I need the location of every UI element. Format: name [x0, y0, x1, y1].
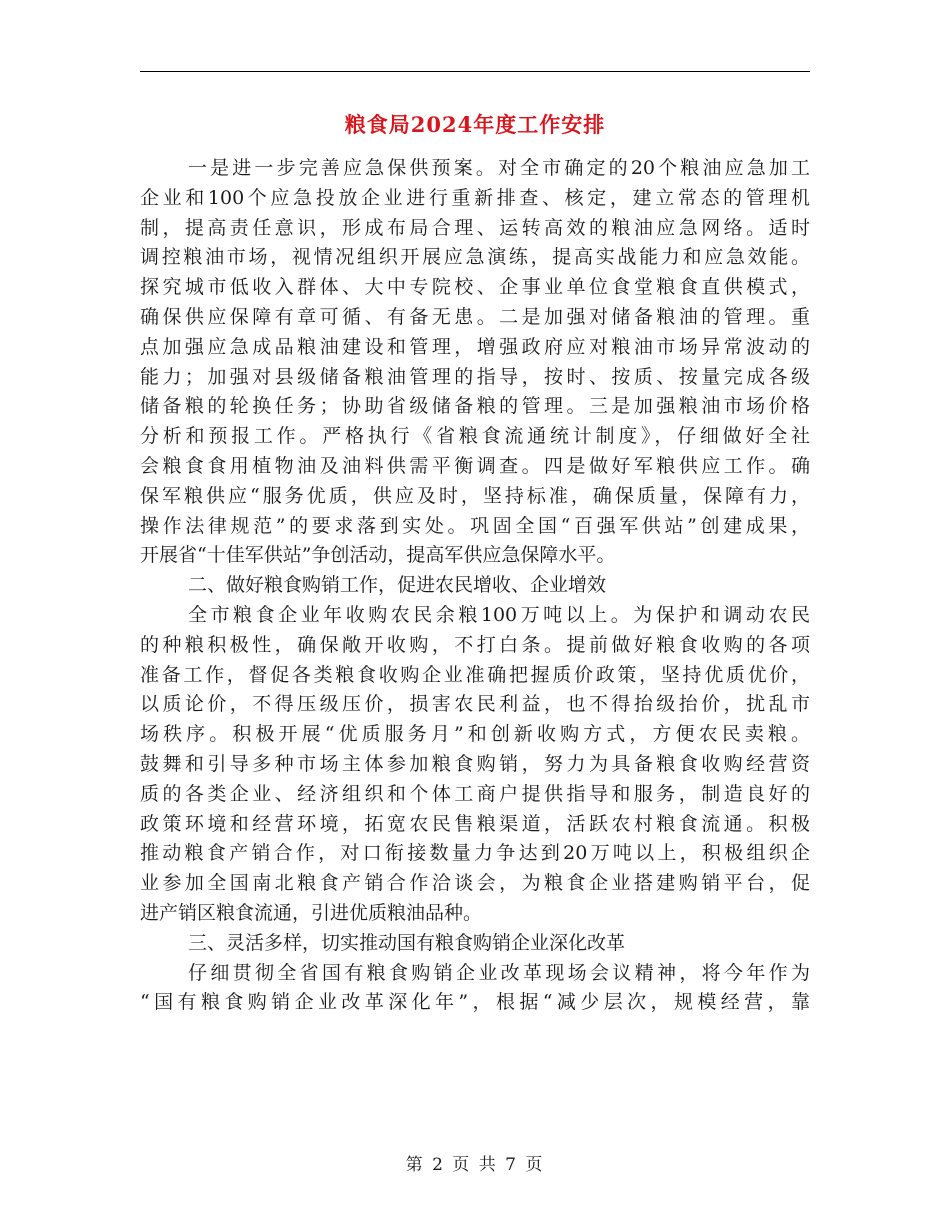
- text-line: 以质论价，不得压级压价，损害农民利益，也不得抬级抬价，扰乱市: [140, 693, 810, 716]
- text-line: 企业和100个应急投放企业进行重新排查、核定，建立常态的管理机: [140, 186, 810, 209]
- text-line: 点加强应急成品粮油建设和管理，增强政府应对粮油市场异常波动的: [140, 335, 810, 358]
- text-line: 质的各类企业、经济组织和个体工商户提供指导和服务，制造良好的: [140, 782, 810, 805]
- text-line: 一是进一步完善应急保供预案。对全市确定的20个粮油应急加工: [188, 157, 810, 179]
- header-rule: [140, 71, 810, 72]
- page-footer: 第 2 页 共 7 页: [405, 1155, 545, 1175]
- text-line: 探究城市低收入群体、大中专院校、企事业单位食堂粮食直供模式，: [140, 276, 810, 299]
- text-line: 的种粮积极性，确保敞开收购，不打白条。提前做好粮食收购的各项: [140, 633, 810, 656]
- text-line: 操作法律规范”的要求落到实处。巩固全国“百强军供站”创建成果，: [140, 514, 810, 537]
- text-line: 能力；加强对县级储备粮油管理的指导，按时、按质、按量完成各级: [140, 365, 810, 388]
- text-line: 仔细贯彻全省国有粮食购销企业改革现场会议精神，将今年作为: [188, 961, 810, 984]
- text-line: 三、灵活多样，切实推动国有粮食购销企业深化改革: [188, 931, 626, 954]
- text-line: 准备工作，督促各类粮食收购企业准确把握质价政策，坚持优质优价，: [140, 663, 810, 686]
- text-line: 确保供应保障有章可循、有备无患。二是加强对储备粮油的管理。重: [140, 305, 810, 328]
- text-line: 全市粮食企业年收购农民余粮100万吨以上。为保护和调动农民: [188, 603, 810, 626]
- text-line: 会粮食食用植物油及油料供需平衡调查。四是做好军粮供应工作。确: [140, 454, 810, 477]
- text-line: 鼓舞和引导多种市场主体参加粮食购销，努力为具备粮食收购经营资: [140, 752, 810, 775]
- text-line: 开展省“十佳军供站”争创活动，提高军供应急保障水平。: [140, 544, 616, 567]
- text-line: 推动粮食产销合作，对口衔接数量力争达到20万吨以上，积极组织企: [140, 842, 810, 865]
- text-line: 业参加全国南北粮食产销合作洽谈会，为粮食企业搭建购销平台，促: [140, 872, 810, 895]
- text-line: 保军粮供应“服务优质，供应及时，坚持标准，确保质量，保障有力，: [140, 484, 810, 507]
- text-line: “国有粮食购销企业改革深化年”，根据“减少层次，规模经营，靠: [140, 991, 810, 1014]
- text-line: 储备粮的轮换任务；协助省级储备粮的管理。三是加强粮油市场价格: [140, 395, 810, 418]
- text-line: 进产销区粮食流通，引进优质粮油品种。: [140, 901, 483, 924]
- text-line: 调控粮油市场，视情况组织开展应急演练，提高实战能力和应急效能。: [140, 246, 810, 269]
- document-body: [140, 154, 810, 1018]
- text-line: 分析和预报工作。严格执行《省粮食流通统计制度》，仔细做好全社: [140, 425, 810, 448]
- text-line: 政策环境和经营环境，拓宽农民售粮渠道，活跃农村粮食流通。积极: [140, 812, 810, 835]
- document-title: 粮食局2024年度工作安排: [344, 112, 606, 137]
- text-line: 二、做好粮食购销工作，促进农民增收、企业增效: [188, 574, 607, 597]
- text-line: 制，提高责任意识，形成布局合理、运转高效的粮油应急网络。适时: [140, 216, 810, 239]
- text-line: 场秩序。积极开展“优质服务月”和创新收购方式，方便农民卖粮。: [140, 723, 810, 746]
